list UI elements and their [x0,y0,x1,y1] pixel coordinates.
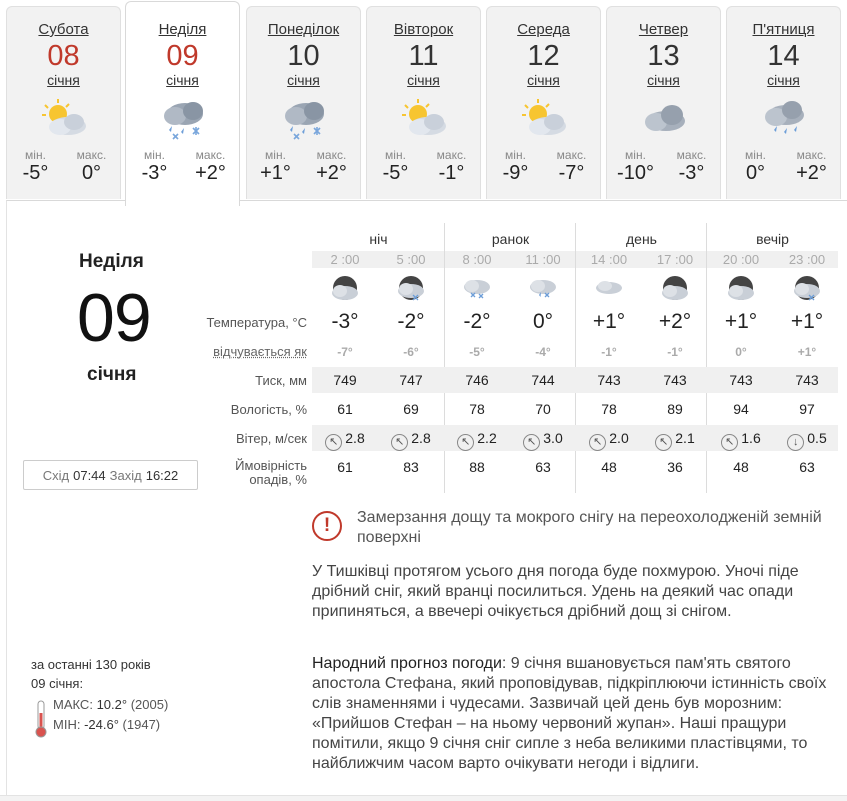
bottom-bar [0,795,847,801]
precip-cell: 48 [601,459,617,475]
cloud-snow-night-icon [791,275,847,303]
feels-cell: -1° [667,345,683,359]
tab-day-number: 11 [408,40,439,72]
min-label: мін. [144,148,165,162]
history-min-value: -24.6° [84,717,119,732]
period-evening: вечір [706,223,838,259]
precip-cell: 63 [535,459,551,475]
tab-day-number: 14 [767,40,800,72]
max-label: макс. [195,148,226,162]
tab-month: січня [287,72,320,88]
warning-text: Замерзання дощу та мокрого снігу на переохолодженій земній поверхні [357,509,822,546]
history-max-year: (2005) [130,697,169,712]
hour-icons-row [312,275,838,305]
tab-day-sunday[interactable] [125,1,240,206]
day-tabs [0,0,847,205]
tab-day-friday[interactable] [726,6,841,199]
precip-cell: 36 [667,459,683,475]
precip-cell: 83 [403,459,419,475]
temp-cell: -3° [331,310,359,333]
warning-icon: ! [312,511,342,541]
label-pressure: Тиск, мм [255,373,307,388]
tab-day-name: Вівторок [393,21,454,38]
min-label: мін. [385,148,406,162]
tab-day-name: П'ятниця [752,21,815,38]
cloud-night-icon [329,275,395,303]
temp-cell: -2° [397,310,425,333]
max-label: макс. [76,148,107,162]
feels-cell: -4° [535,345,551,359]
sun-cloud-icon [34,96,94,142]
tab-month: січня [767,72,800,88]
wind-speed: 2.2 [477,430,497,446]
folk-forecast-label: Народний прогноз погоди [312,655,502,672]
label-temperature: Температура, °C [206,315,307,330]
wind-direction-arrow-icon: ↖ [721,434,738,451]
hour-time: 20 :00 [722,252,760,267]
label-wind: Вітер, м/сек [235,431,307,446]
precip-cell: 48 [733,459,749,475]
cloud-rain-icon [754,96,814,142]
cloud-light-icon [593,275,659,303]
period-morning: ранок [444,223,576,259]
wind-speed: 2.0 [609,430,629,446]
pressure-row [312,367,838,393]
history-date: 09 січня: [31,676,84,691]
temp-cell: 0° [532,310,554,333]
hour-time: 5 :00 [396,252,426,267]
humidity-cell: 70 [535,401,551,417]
wind-speed: 1.6 [741,430,761,446]
history-block [31,655,169,732]
cloud-icon [634,96,694,142]
wind-cell [774,425,840,451]
feels-cell: -7° [337,345,353,359]
max-label: макс. [556,148,587,162]
folk-forecast [312,654,842,774]
precip-cell: 61 [337,459,353,475]
max-temp: -1° [438,162,465,184]
tab-month: січня [407,72,440,88]
sunset-time: 16:22 [145,467,179,483]
min-temp: 0° [745,162,766,184]
feels-like-row [312,339,838,365]
tab-day-name: Неділя [158,21,207,38]
feels-cell: -1° [601,345,617,359]
humidity-cell: 94 [733,401,749,417]
feels-cell: -5° [469,345,485,359]
min-temp: -5° [382,162,409,184]
pressure-cell: 743 [795,372,819,388]
wind-cell [444,425,510,451]
tab-day-name: Четвер [638,21,689,38]
wind-direction-arrow-icon: ↓ [787,434,804,451]
wind-cell [576,425,642,451]
day-detail-panel [6,200,847,801]
selected-day-name: Неділя [79,251,144,272]
max-label: макс. [676,148,707,162]
tab-day-name: Понеділок [267,21,340,38]
history-min [53,715,160,734]
label-feels-like[interactable]: відчувається як [213,344,307,359]
humidity-cell: 97 [799,401,815,417]
wind-direction-arrow-icon: ↖ [523,434,540,451]
wind-cell [510,425,576,451]
hour-time: 2 :00 [330,252,360,267]
history-min-year: (1947) [122,717,161,732]
min-temp: +1° [260,162,291,184]
wind-cell [708,425,774,451]
wind-speed: 2.1 [675,430,695,446]
min-temp: -10° [617,162,654,184]
feels-cell: -6° [403,345,419,359]
forecast-description: У Тишківці протягом усього дня погода буде похмурою. Уночі піде дрібний сніг, який вранці посилиться. Удень на деякий час опади припиняться, а ввечері очікується дрібний дощ зі снігом. [312,563,799,620]
folk-forecast-text: : 9 січня вшановується пам'ять святого апостола Стефана, який проповідував, підкріплюючи істинність своїх слів знаменнями і чудесами. Зазвичай цей день був морозним: «Прийшов Стефан – на ньому червоний жупан». Наші пращури помітили, якщо 9 січня сніг сипле з неба великими пластівцями, то найближчим часом варто очікувати негоди і відлиги. [312,655,827,772]
hour-time: 23 :00 [788,252,826,267]
tab-day-number: 10 [287,40,320,72]
wind-cell [642,425,708,451]
tab-day-number: 12 [527,40,560,72]
humidity-cell: 78 [469,401,485,417]
precip-cell: 88 [469,459,485,475]
pressure-cell: 746 [465,372,489,388]
wind-direction-arrow-icon: ↖ [325,434,342,451]
max-label: макс. [436,148,467,162]
wind-direction-arrow-icon: ↖ [391,434,408,451]
pressure-cell: 743 [729,372,753,388]
history-period: за останні 130 років [31,657,151,672]
tab-month: січня [527,72,560,88]
tab-day-number: 09 [166,40,199,72]
cloud-snow-night-icon [395,275,461,303]
sunrise-time: 07:44 [73,467,106,483]
min-temp: -5° [22,162,49,184]
wind-speed: 2.8 [411,430,431,446]
wind-row [312,425,838,451]
wind-speed: 2.8 [345,430,365,446]
min-label: мін. [625,148,646,162]
temperature-row [312,309,838,335]
max-temp: +2° [316,162,347,184]
tab-day-saturday[interactable] [6,6,121,199]
humidity-cell: 69 [403,401,419,417]
tab-month: січня [47,72,80,88]
hour-time: 8 :00 [462,252,492,267]
wind-direction-arrow-icon: ↖ [457,434,474,451]
temp-cell: +1° [790,310,824,333]
min-label: мін. [745,148,766,162]
max-temp: -7° [558,162,585,184]
history-max-label: МАКС: [53,697,93,712]
feels-cell: 0° [735,345,747,359]
period-day: день [575,223,707,259]
temp-cell: -2° [463,310,491,333]
pressure-cell: 743 [663,372,687,388]
tab-day-name: Субота [38,21,89,38]
pressure-cell: 743 [597,372,621,388]
tab-day-name: Середа [517,21,570,38]
tab-day-wednesday[interactable] [486,6,601,199]
max-label: макс. [796,148,827,162]
min-temp: -3° [141,162,168,184]
cloud-snow-rain-icon [153,96,213,142]
wind-cell [378,425,444,451]
selected-day-number: 09 [77,280,151,356]
tab-day-monday[interactable] [246,6,361,199]
humidity-cell: 89 [667,401,683,417]
hour-time: 14 :00 [590,252,628,267]
label-humidity: Вологість, % [230,402,307,417]
cloud-night-icon [725,275,791,303]
thermometer-icon [33,699,49,739]
wind-speed: 3.0 [543,430,563,446]
label-precip-line1: Ймовірність [235,458,307,473]
max-label: макс. [316,148,347,162]
humidity-row [312,396,838,422]
wind-cell [312,425,378,451]
sunset-label: Захід [109,467,142,483]
label-precipitation [7,459,307,487]
min-temp: -9° [502,162,529,184]
wind-direction-arrow-icon: ↖ [589,434,606,451]
label-precip-line2: опадів, % [249,472,307,487]
precip-cell: 63 [799,459,815,475]
sunrise-label: Схід [42,467,70,483]
hour-time: 17 :00 [656,252,694,267]
tab-month: січня [166,72,199,88]
tab-day-number: 08 [47,40,80,72]
history-min-label: МІН: [53,717,81,732]
feels-cell: +1° [797,345,817,359]
history-max-value: 10.2° [96,697,128,712]
max-temp: 0° [81,162,102,184]
humidity-cell: 61 [337,401,353,417]
tab-day-tuesday[interactable] [366,6,481,199]
max-temp: -3° [678,162,705,184]
sun-cloud-icon [514,96,574,142]
wind-direction-arrow-icon: ↖ [655,434,672,451]
precipitation-row [312,454,838,480]
max-temp: +2° [796,162,827,184]
selected-month: січня [87,364,137,385]
temp-cell: +2° [658,310,692,333]
max-temp: +2° [195,162,226,184]
wind-speed: 0.5 [807,430,827,446]
min-label: мін. [265,148,286,162]
cloud-snow-rain-icon [274,96,334,142]
temp-cell: +1° [592,310,626,333]
tab-day-number: 13 [647,40,680,72]
cloud-snow-light-icon [461,275,527,303]
min-label: мін. [25,148,46,162]
tab-month: січня [647,72,680,88]
temp-cell: +1° [724,310,758,333]
history-max [53,695,168,714]
pressure-cell: 744 [531,372,555,388]
cloud-rain-light-icon [527,275,593,303]
sun-cloud-icon [394,96,454,142]
pressure-cell: 747 [399,372,423,388]
humidity-cell: 78 [601,401,617,417]
hour-time: 11 :00 [525,252,561,267]
period-night: ніч [369,231,388,247]
cloud-night-icon [659,275,725,303]
tab-day-thursday[interactable] [606,6,721,199]
min-label: мін. [505,148,526,162]
pressure-cell: 749 [333,372,357,388]
